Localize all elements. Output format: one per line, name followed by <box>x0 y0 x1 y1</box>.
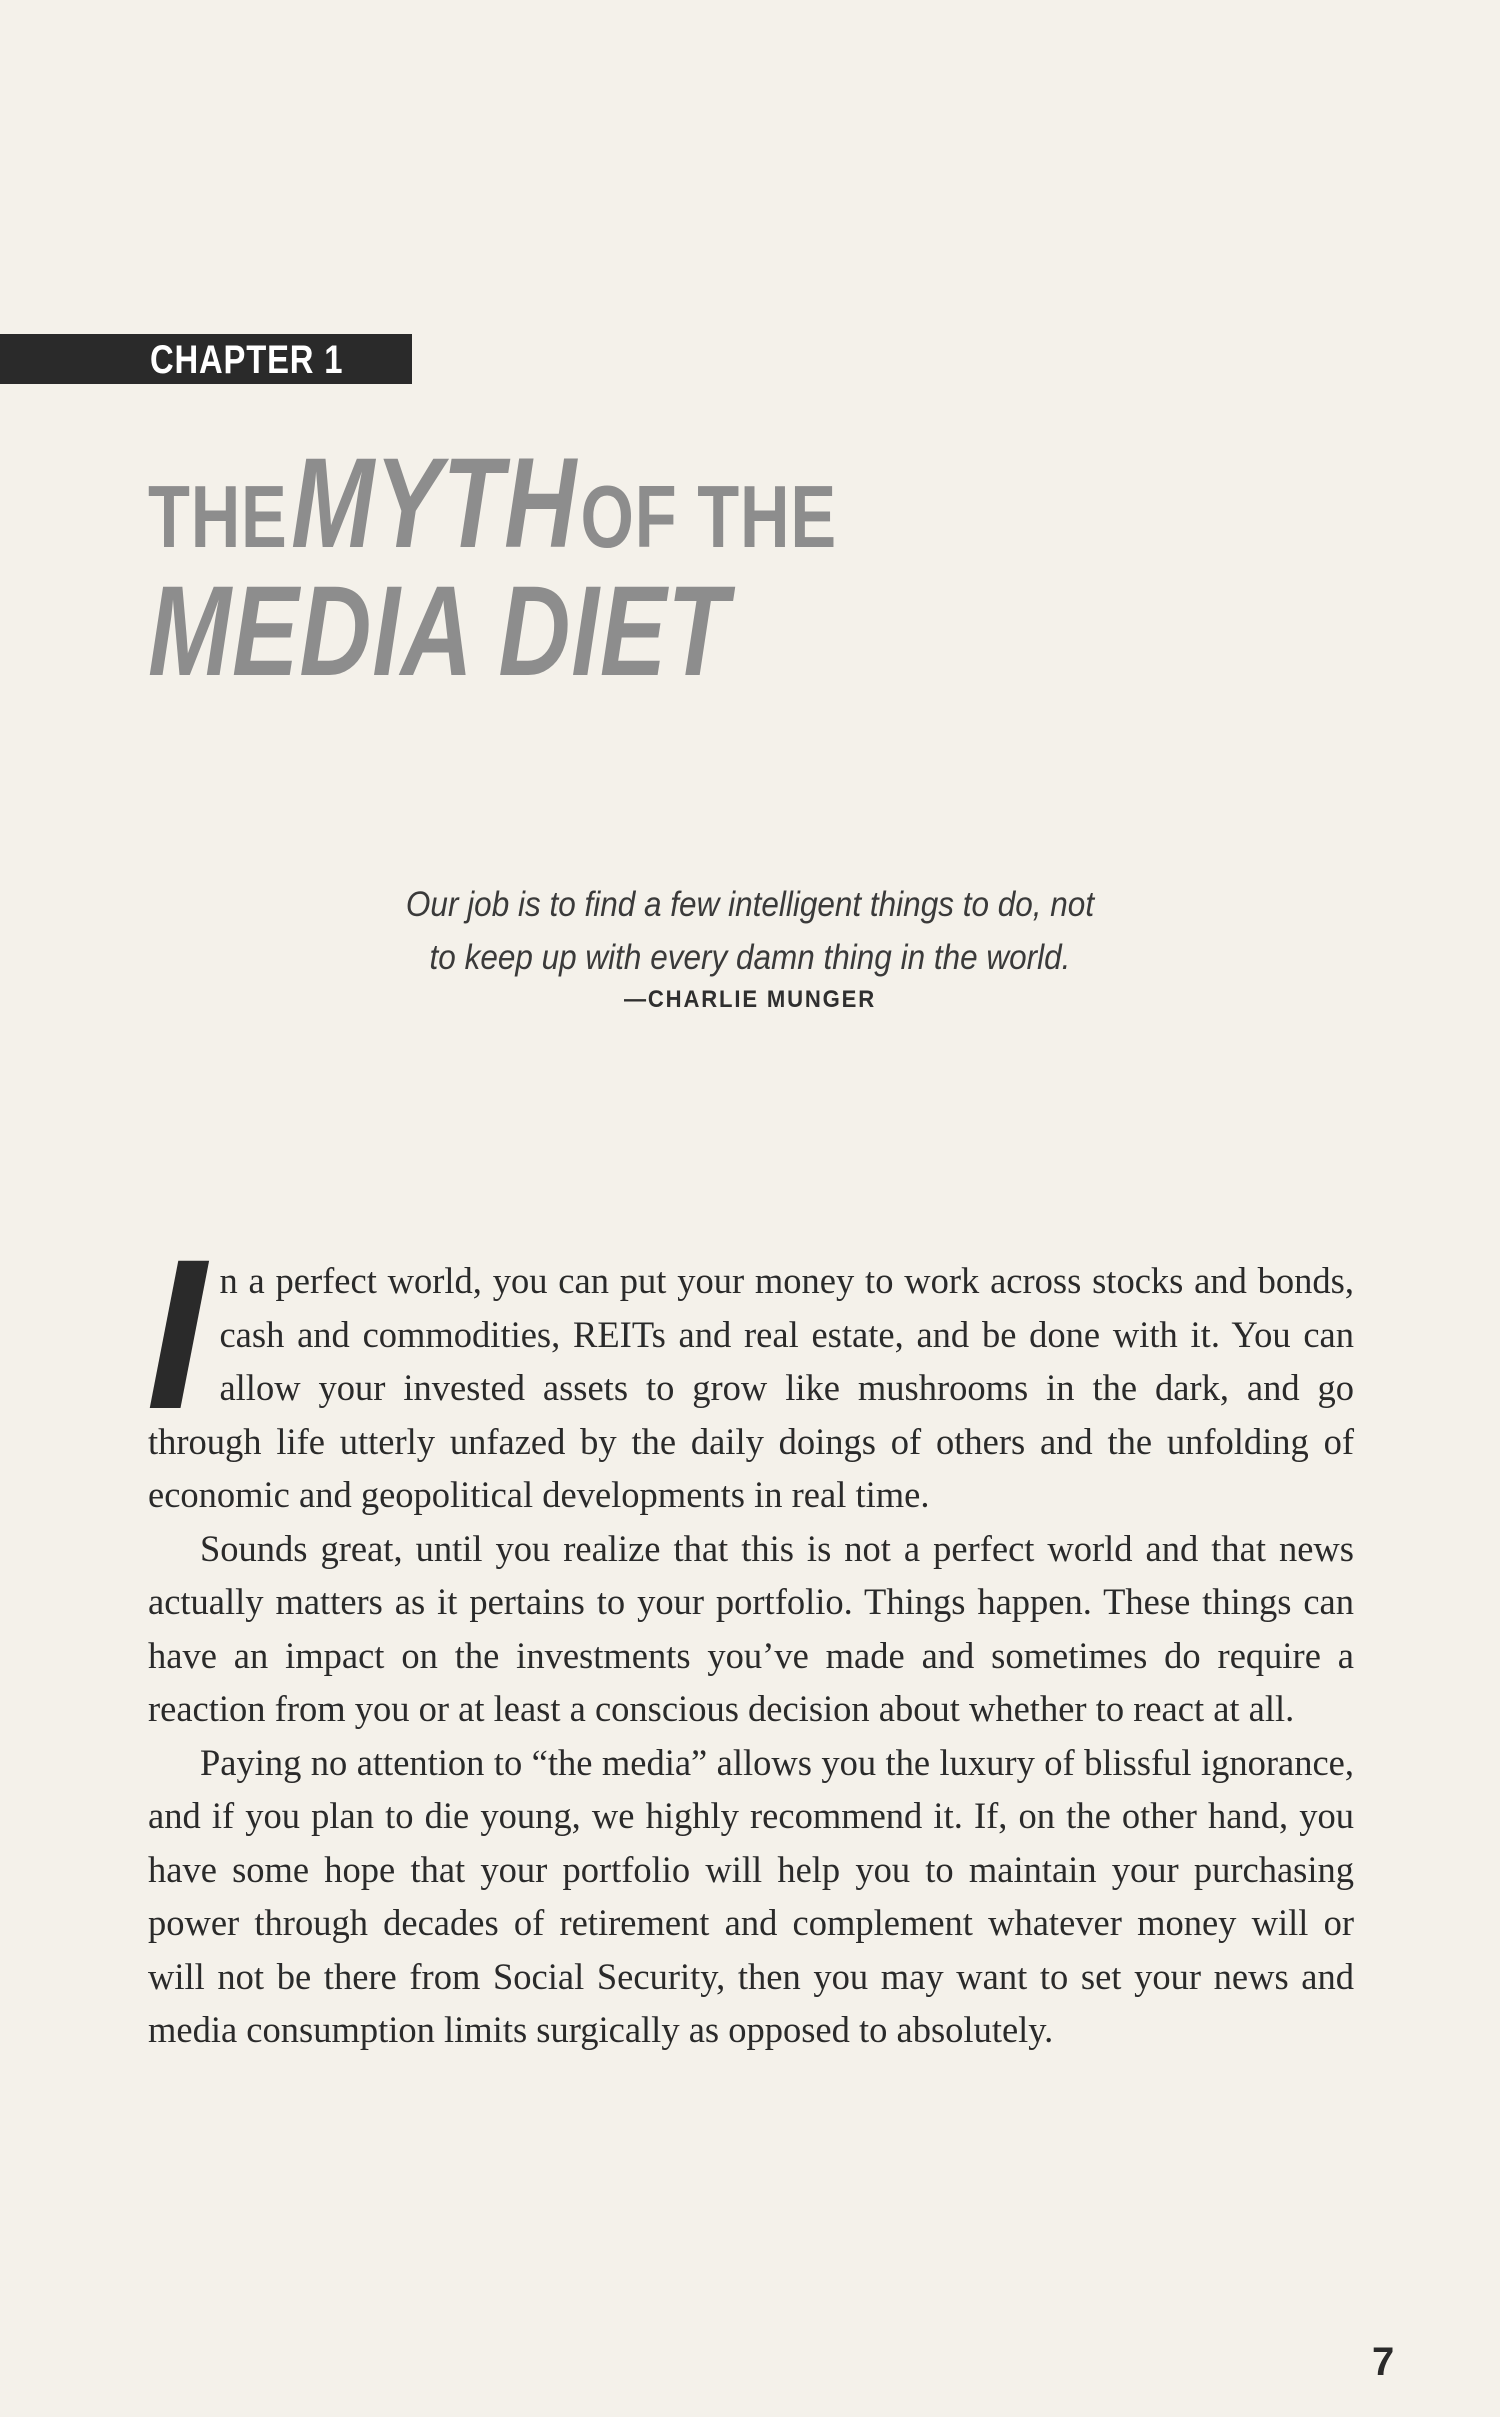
page-number: 7 <box>1372 2340 1395 2384</box>
chapter-title-line-1 <box>148 432 837 575</box>
epigraph-attribution: —CHARLIE MUNGER <box>623 986 877 1013</box>
title-word-the: THE <box>148 467 288 566</box>
epigraph <box>300 878 1200 1014</box>
body-paragraph-1-text: n a perfect world, you can put your money to work across stocks and bonds, cash and commodities, REITs and real estate, and be done with it. You can allow your invested assets to grow like mushrooms in the dark, and go through life utterly unfazed by the daily doings of others and the unfolding of economic and geopolitical developments in real time. <box>148 1260 1354 1515</box>
body-paragraph-2: Sounds great, until you realize that this is not a perfect world and that news actually matters as it pertains to your portfolio. Things happen. These things can have an impact on the investments you’ve made and sometimes do require a reaction from you or at least a conscious decision about whether to react at all. <box>148 1527 1354 1729</box>
body-text <box>146 1215 1354 2057</box>
drop-cap: I <box>146 1215 206 1454</box>
body-paragraph-3: Paying no attention to “the media” allows you the luxury of blissful ignorance, and if you plan to die young, we highly recommend it. If, on the other hand, you have some hope that your portfolio will help you to maintain your purchasing power through decades of retirement and complement whatever money will or will not be there from Social Security, then you may want to set your news and media consumption limits surgically as opposed to absolutely. <box>148 1741 1354 2050</box>
chapter-title <box>148 432 837 703</box>
title-word-media-diet: MEDIA DIET <box>148 560 729 703</box>
title-word-of-the: OF THE <box>580 467 837 566</box>
chapter-title-line-2 <box>148 560 837 703</box>
title-word-myth: MYTH <box>291 432 578 575</box>
body-paragraph-1 <box>146 1215 1354 1522</box>
epigraph-quote-line-1: Our job is to find a few intelligent things to do, not <box>405 885 1095 924</box>
chapter-label: CHAPTER 1 <box>150 338 344 382</box>
epigraph-quote-line-2: to keep up with every damn thing in the world. <box>429 938 1071 977</box>
